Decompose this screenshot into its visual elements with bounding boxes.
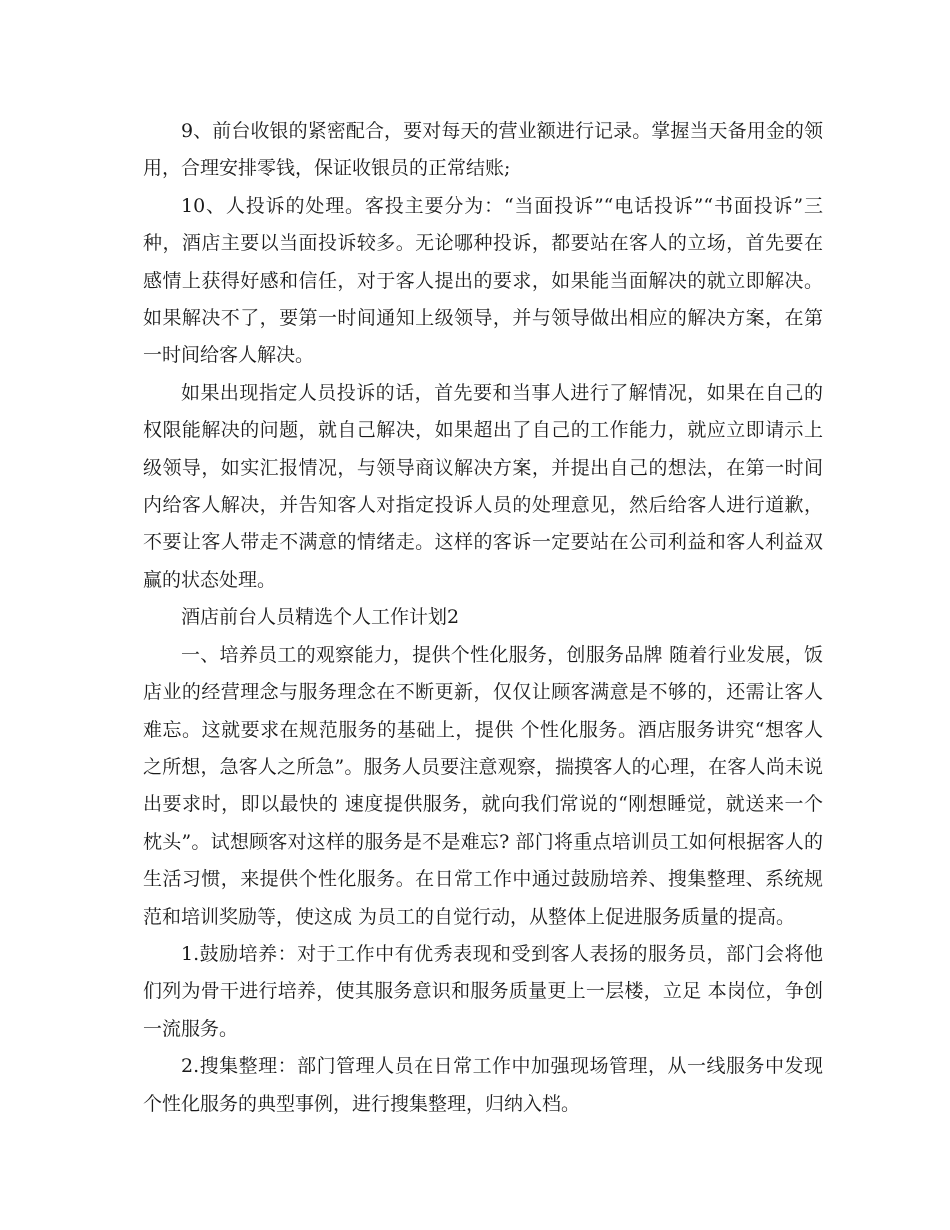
paragraph-personalized-service: 一、培养员工的观察能力，提供个性化服务，创服务品牌 随着行业发展，饭店业的经营理念与服务理念在不断更新，仅仅让顾客满意是不够的，还需让客人难忘。这就要求在规范服务的基础上，提供 个性化服务。酒店服务讲究“想客人之所想，急客人之所急”。服务人员要注意观察，揣摸客人的心理，在客人尚未说出要求时，即以最快的 速度提供服务，就向我们常说的“刚想睡觉，就送来一个枕头”。试想顾客对这样的服务是不是难忘? 部门将重点培训员工如何根据客人的生活习惯，来提供个性化服务。在日常工作中通过鼓励培养、搜集整理、系统规范和培训奖励等，使这成 为员工的自觉行动，从整体上促进服务质量的提高。 — [143, 643, 823, 928]
paragraph-item-10: 10、人投诉的处理。客投主要分为：“当面投诉”“电话投诉”“书面投诉”三种，酒店主要以当面投诉较多。无论哪种投诉，都要站在客人的立场，首先要在感情上获得好感和信任，对于客人提出的要求，如果能当面解决的就立即解决。如果解决不了，要第一时间通知上级领导，并与领导做出相应的解决方案，在第一时间给客人解决。 — [143, 194, 823, 367]
document-body — [143, 113, 823, 1123]
paragraph-item-9: 9、前台收银的紧密配合，要对每天的营业额进行记录。掌握当天备用金的领用，合理安排零钱，保证收银员的正常结账; — [143, 120, 823, 180]
paragraph-designated-complaint: 如果出现指定人员投诉的话，首先要和当事人进行了解情况，如果在自己的权限能解决的问题，就自己解决，如果超出了自己的工作能力，就应立即请示上级领导，如实汇报情况，与领导商议解决方案，并提出自己的想法，在第一时间内给客人解决，并告知客人对指定投诉人员的处理意见，然后给客人进行道歉，不要让客人带走不满意的情绪走。这样的客诉一定要站在公司利益和客人利益双赢的状态处理。 — [143, 381, 823, 591]
paragraph-collect-organize: 2.搜集整理：部门管理人员在日常工作中加强现场管理，从一线服务中发现个性化服务的典型事例，进行搜集整理，归纳入档。 — [143, 1055, 823, 1115]
section-heading: 酒店前台人员精选个人工作计划2 — [181, 606, 460, 629]
paragraph-encourage-training: 1.鼓励培养：对于工作中有优秀表现和受到客人表扬的服务员，部门会将他们列为骨干进行培养，使其服务意识和服务质量更上一层楼，立足 本岗位，争创一流服务。 — [143, 942, 823, 1040]
